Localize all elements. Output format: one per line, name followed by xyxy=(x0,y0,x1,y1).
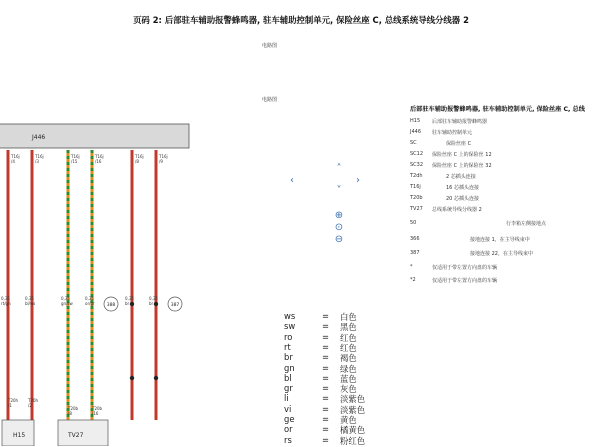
legend-desc: 20 芯插头连接 xyxy=(446,196,479,202)
color-name: 淡紫色 xyxy=(340,394,366,405)
legend-code: SC xyxy=(410,140,417,146)
equals-sign: = xyxy=(322,424,330,435)
legend-code: 366 xyxy=(410,236,420,242)
color-abbr: rt xyxy=(284,341,291,352)
junction-dot xyxy=(154,302,158,306)
legend-code: T20b xyxy=(410,195,423,201)
legend-title: 后部驻车辅助报警蜂鸣器, 驻车辅助控制单元, 保险丝座 C, 总线 xyxy=(410,106,585,113)
equals-sign: = xyxy=(322,414,330,424)
legend-code: *2 xyxy=(410,277,416,283)
legend-code: T2dh xyxy=(410,173,423,179)
wires-group xyxy=(1,150,168,420)
color-name: 褐色 xyxy=(340,353,357,364)
color-abbr: vi xyxy=(284,403,292,414)
junction-dot xyxy=(130,376,134,380)
color-abbr: ws xyxy=(284,311,296,321)
component-h15-label: H15 xyxy=(13,432,26,439)
connector-label: T20h /2 xyxy=(28,398,39,408)
equals-sign: = xyxy=(322,311,330,321)
equals-sign: = xyxy=(322,341,330,352)
connector-label: T20h /1 xyxy=(8,398,19,408)
equals-sign: = xyxy=(322,321,330,332)
module-j446-label: J446 xyxy=(32,134,46,141)
chevron-left-icon[interactable]: ‹ xyxy=(290,175,294,186)
equals-sign: = xyxy=(322,383,330,394)
wire-gauge-label: 0,35 br xyxy=(125,296,134,306)
color-name: 粉红色 xyxy=(340,435,366,446)
wire-label: T16j /15 xyxy=(71,154,80,164)
legend-code: T16j xyxy=(410,184,421,190)
chevron-right-icon[interactable]: › xyxy=(356,175,360,186)
wire-label: T16j /16 xyxy=(95,154,104,164)
legend-desc: 保险丝座 C 上的保险丝 12 xyxy=(432,152,492,158)
legend-desc: 后部驻车辅助报警蜂鸣器 xyxy=(432,119,488,125)
color-name: 绿色 xyxy=(340,363,357,374)
legend-code: * xyxy=(410,264,413,270)
diagram-label-upper: 电路图 xyxy=(262,43,278,49)
color-name: 白色 xyxy=(340,312,357,322)
equals-sign: = xyxy=(322,393,330,404)
junction-dot xyxy=(130,302,134,306)
legend-desc: 16 芯插头连接 xyxy=(446,185,479,191)
color-abbr: ge xyxy=(284,414,295,424)
equals-sign: = xyxy=(322,331,330,342)
color-name: 蓝色 xyxy=(340,373,357,384)
wire-label: T16j /9 xyxy=(159,154,168,164)
legend-code: H15 xyxy=(410,118,421,124)
color-abbr: or xyxy=(284,424,293,435)
color-abbr: gr xyxy=(284,383,293,394)
wire-label: T16j /4 xyxy=(11,154,20,164)
legend-code: SC12 xyxy=(410,151,424,157)
connector-label: T20b /16 xyxy=(92,406,103,416)
junction-dot xyxy=(154,376,158,380)
zoom-in-icon[interactable]: ⊕ xyxy=(334,210,344,221)
color-abbr: rs xyxy=(284,434,292,445)
page-title: 页码 2: 后部驻车辅助报警蜂鸣器, 驻车辅助控制单元, 保险丝座 C, 总线系统导线分线器 2 xyxy=(133,15,469,25)
legend-code: SC32 xyxy=(410,162,424,168)
legend-desc: 接地连接 22，在主导线束中 xyxy=(470,251,533,257)
wire-label: T16j /3 xyxy=(35,154,44,164)
connector-label: T20b /8 xyxy=(68,406,79,416)
legend-code: TV27 xyxy=(410,206,423,212)
diagram-label-lower: 电路图 xyxy=(262,97,278,103)
color-abbr: sw xyxy=(284,321,296,332)
equals-sign: = xyxy=(322,372,330,383)
legend-desc: 仅适用于带左置方向盘的车辆 xyxy=(432,278,498,284)
equals-sign: = xyxy=(322,403,330,414)
wire-gauge-label: 0,35 br xyxy=(149,296,158,306)
color-abbr: ro xyxy=(284,331,293,342)
color-abbr: bl xyxy=(284,372,292,383)
color-abbr: br xyxy=(284,352,293,363)
color-name: 淡紫色 xyxy=(340,404,366,415)
legend-code: 50 xyxy=(410,220,417,226)
legend-desc: 2 芯插头连接 xyxy=(446,174,476,180)
legend-desc: 仅适用于带左置方向盘的车辆 xyxy=(432,265,498,271)
legend-desc: 总线系统导线分线器 2 xyxy=(432,207,482,213)
color-name: 红色 xyxy=(340,332,357,343)
ground-node-label: 388 xyxy=(106,302,116,308)
chevron-down-icon[interactable]: ˅ xyxy=(336,185,342,196)
wiring-diagram xyxy=(0,110,200,446)
legend-desc: 接地连接 1，在主导线束中 xyxy=(470,237,530,243)
equals-sign: = xyxy=(322,434,330,445)
color-name: 黑色 xyxy=(340,322,357,333)
legend-desc: 保险丝座 C xyxy=(446,141,472,147)
legend-desc: 驻车辅助控制单元 xyxy=(432,130,473,136)
chevron-up-icon[interactable]: ˄ xyxy=(336,163,342,174)
equals-sign: = xyxy=(322,352,330,363)
zoom-reset-icon[interactable]: ⊙ xyxy=(334,222,344,233)
component-tv27-label: TV27 xyxy=(68,432,84,439)
wire-gauge-label: 0,35 rt/gn xyxy=(1,296,11,306)
color-name: 黄色 xyxy=(340,415,357,425)
color-abbr: li xyxy=(284,393,289,404)
zoom-out-icon[interactable]: ⊖ xyxy=(334,234,344,245)
wire-gauge-label: 0,35 or/gr xyxy=(85,296,95,306)
wire-gauge-label: 0,35 gn/sw xyxy=(61,296,73,306)
color-name: 红色 xyxy=(340,342,357,353)
legend-desc: 保险丝座 C 上的保险丝 32 xyxy=(432,163,492,169)
legend-code: 387 xyxy=(410,250,420,256)
equals-sign: = xyxy=(322,362,330,373)
color-name: 橘黄色 xyxy=(340,425,366,436)
color-abbr: gn xyxy=(284,362,295,373)
color-name: 灰色 xyxy=(340,384,357,395)
ground-node-label: 387 xyxy=(170,302,180,308)
legend-desc: 行李箱左侧接地点 xyxy=(506,221,547,227)
module-j446-box xyxy=(0,124,189,148)
legend-code: J446 xyxy=(410,129,422,135)
wire-gauge-label: 0,35 bl/ws xyxy=(25,296,36,306)
wire-label: T16j /8 xyxy=(135,154,144,164)
